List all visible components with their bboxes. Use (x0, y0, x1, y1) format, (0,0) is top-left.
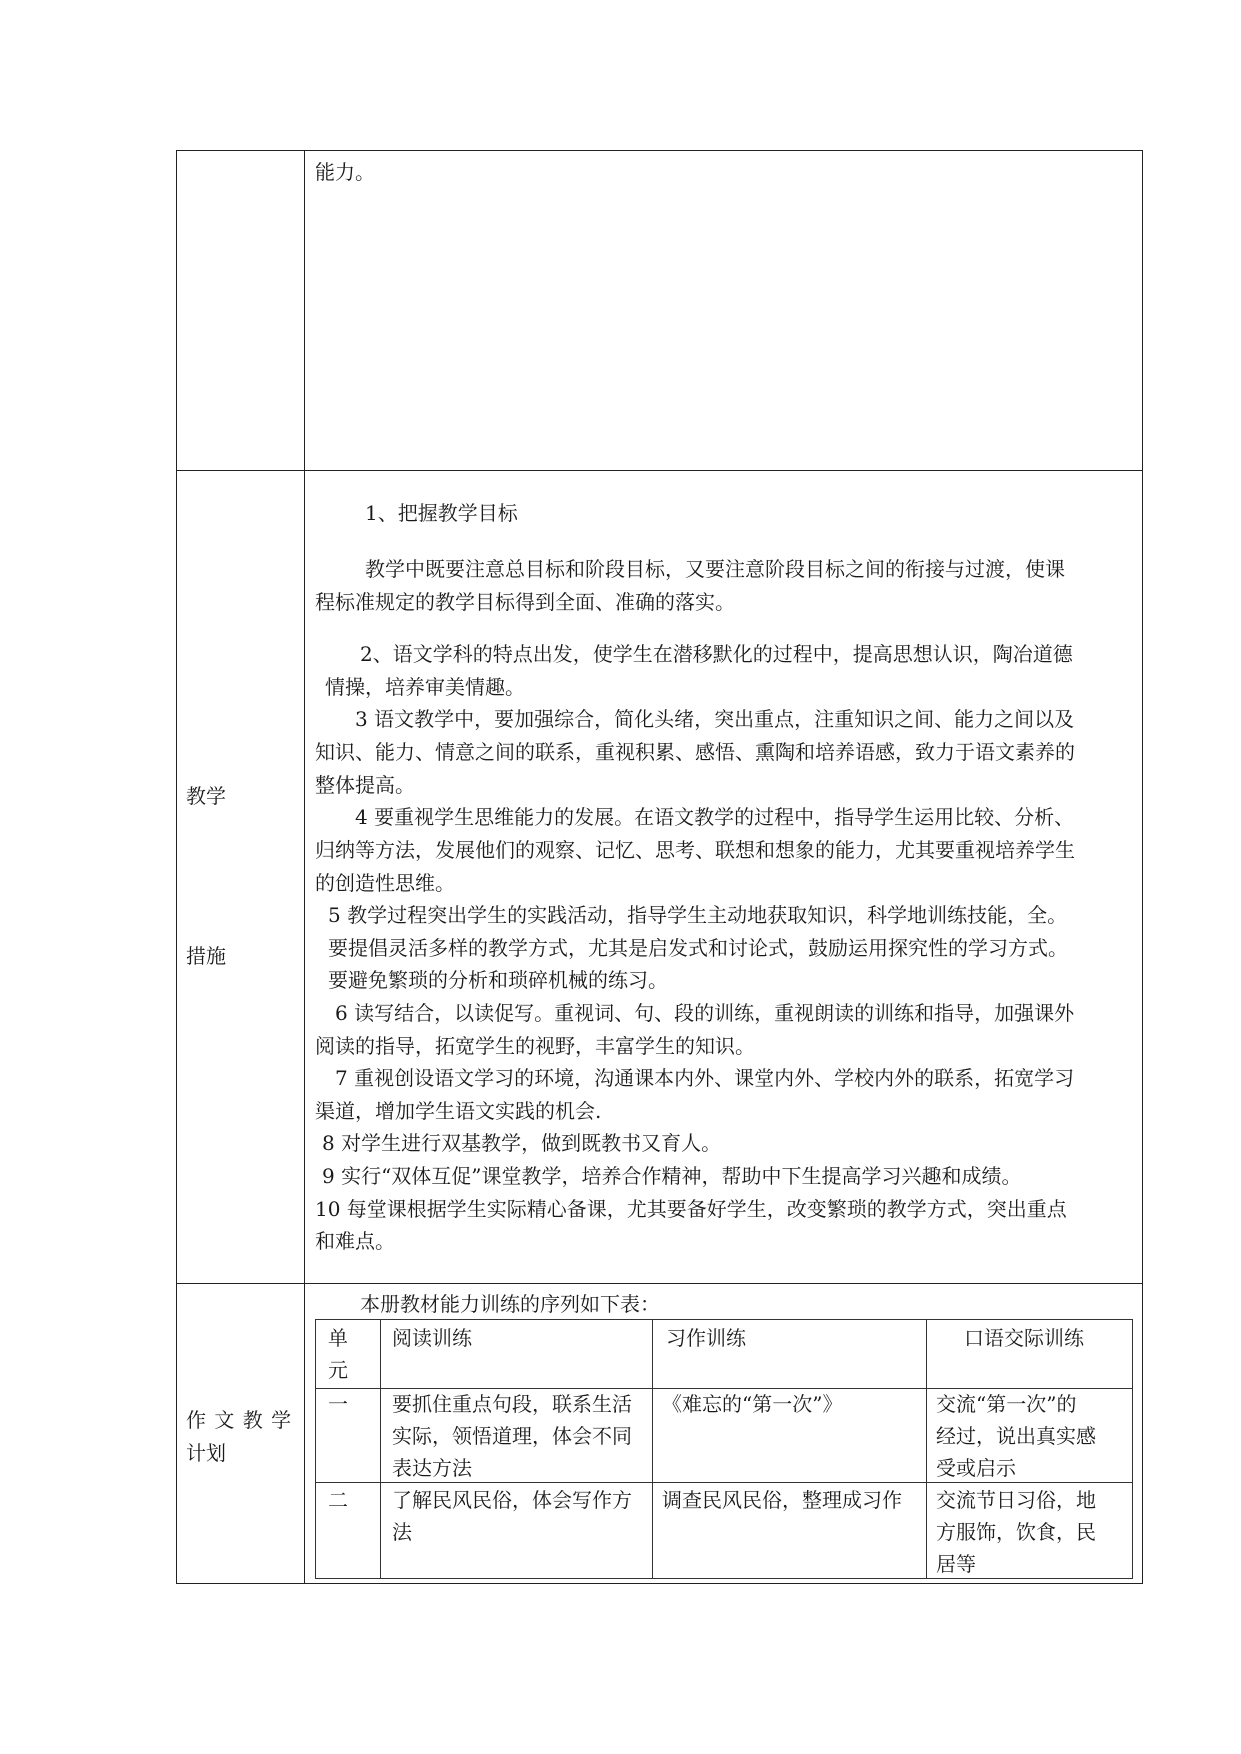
table-cell-reading: 了解民风民俗，体会写作方 (392, 1488, 632, 1512)
measure-line: 要避免繁琐的分析和琐碎机械的练习。 (328, 968, 668, 992)
table-cell-oral: 交流节日习俗，地 (936, 1488, 1096, 1512)
measure-line: 渠道，增加学生语文实践的机会. (315, 1099, 602, 1123)
table-cell-reading: 要抓住重点句段，联系生活 (392, 1392, 632, 1416)
table-cell-writing: 《难忘的“第一次”》 (662, 1392, 843, 1416)
table-cell-reading: 实际，领悟道理，体会不同 (392, 1424, 632, 1448)
table-cell-oral: 方服饰，饮食，民 (936, 1520, 1096, 1544)
row-divider-2 (176, 1283, 1143, 1284)
top-section-text: 能力。 (315, 160, 375, 184)
table-cell-writing: 调查民风民俗，整理成习作 (662, 1488, 902, 1512)
measure-line: 程标准规定的教学目标得到全面、准确的落实。 (315, 590, 735, 614)
measure-line: 7 重视创设语文学习的环境，沟通课本内外、课堂内外、学校内外的联系，拓宽学习 (335, 1066, 1075, 1090)
measure-line: 要提倡灵活多样的教学方式，尤其是启发式和讨论式，鼓励运用探究性的学习方式。 (328, 936, 1068, 960)
header-unit-2: 元 (328, 1358, 348, 1382)
measure-line: 5 教学过程突出学生的实践活动，指导学生主动地获取知识，科学地训练技能，全。 (328, 903, 1068, 927)
measure-line: 阅读的指导，拓宽学生的视野，丰富学生的知识。 (315, 1034, 755, 1058)
measure-line: 4 要重视学生思维能力的发展。在语文教学的过程中，指导学生运用比较、分析、 (355, 805, 1075, 829)
measure-line: 8 对学生进行双基教学，做到既教书又育人。 (322, 1131, 722, 1155)
training-sequence-table (315, 1319, 1133, 1579)
writing-label-2: 计划 (186, 1441, 226, 1465)
measure-line: 的创造性思维。 (315, 871, 455, 895)
table-divider (926, 1320, 927, 1578)
measure-line: 3 语文教学中，要加强综合，简化头绪，突出重点，注重知识之间、能力之间以及 (355, 707, 1075, 731)
measure-line: 10 每堂课根据学生实际精心备课，尤其要备好学生，改变繁琐的教学方式，突出重点 (315, 1197, 1067, 1221)
header-reading: 阅读训练 (392, 1326, 472, 1350)
measure-line: 教学中既要注意总目标和阶段目标，又要注意阶段目标之间的衔接与过渡，使课 (365, 557, 1065, 581)
writing-intro: 本册教材能力训练的序列如下表： (360, 1292, 660, 1316)
table-cell-oral: 居等 (936, 1552, 976, 1576)
table-cell-oral: 受或启示 (936, 1456, 1016, 1480)
measure-line: 2、语文学科的特点出发，使学生在潜移默化的过程中，提高思想认识，陶冶道德 (360, 642, 1073, 666)
table-cell-oral: 交流“第一次”的 (936, 1392, 1077, 1416)
table-cell-unit: 二 (328, 1488, 348, 1512)
header-unit-1: 单 (328, 1326, 348, 1350)
table-cell-oral: 经过，说出真实感 (936, 1424, 1096, 1448)
table-divider (380, 1320, 381, 1578)
measure-line: 1、把握教学目标 (365, 501, 518, 525)
table-cell-reading: 表达方法 (392, 1456, 472, 1480)
measure-line: 知识、能力、情意之间的联系，重视积累、感悟、熏陶和培养语感，致力于语文素养的 (315, 740, 1075, 764)
table-cell-unit: 一 (328, 1392, 348, 1416)
measure-line: 归纳等方法，发展他们的观察、记忆、思考、联想和想象的能力，尤其要重视培养学生 (315, 838, 1075, 862)
row-divider-1 (176, 470, 1143, 471)
measures-label-1: 教学 (186, 784, 226, 808)
table-divider (652, 1320, 653, 1578)
measure-line: 和难点。 (315, 1229, 395, 1253)
measure-line: 9 实行“双体互促”课堂教学，培养合作精神，帮助中下生提高学习兴趣和成绩。 (322, 1164, 1022, 1188)
header-writing: 习作训练 (666, 1326, 746, 1350)
measure-line: 整体提高。 (315, 773, 415, 797)
table-cell-reading: 法 (392, 1520, 412, 1544)
measure-line: 6 读写结合，以读促写。重视词、句、段的训练，重视朗读的训练和指导，加强课外 (335, 1001, 1075, 1025)
column-divider (304, 150, 305, 1584)
header-oral: 口语交际训练 (964, 1326, 1084, 1350)
writing-label-1: 作 文 教 学 (186, 1408, 293, 1432)
measure-line: 情操，培养审美情趣。 (325, 675, 525, 699)
measures-label-2: 措施 (186, 944, 226, 968)
